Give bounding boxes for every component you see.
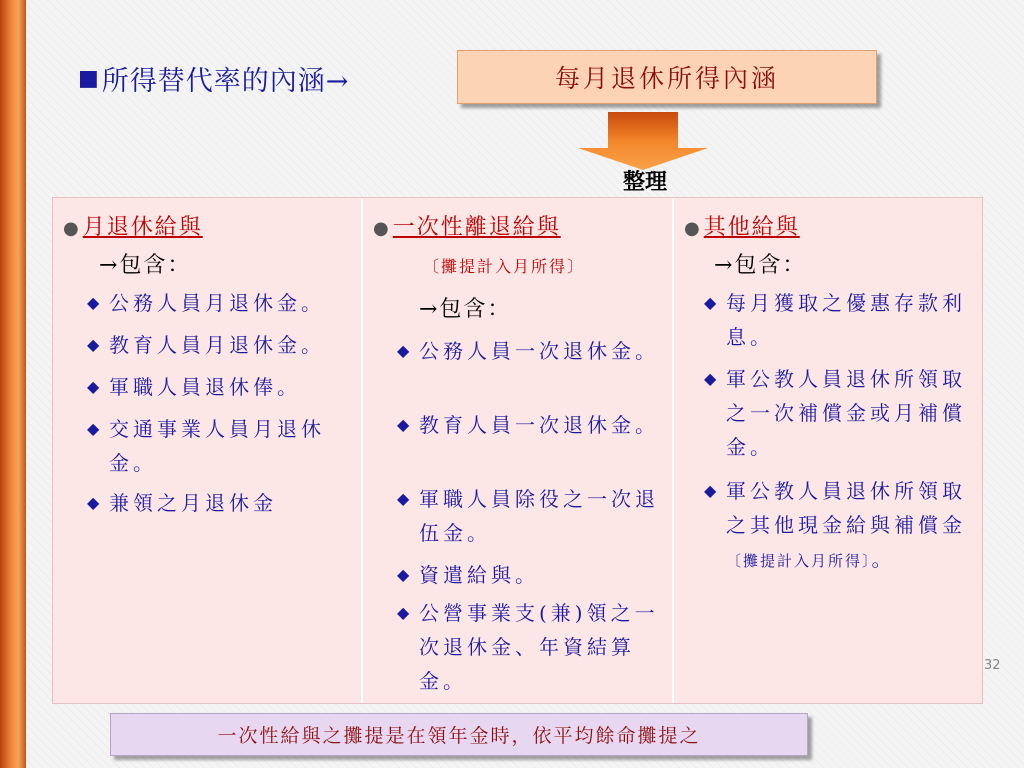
list-item — [87, 486, 359, 520]
list-item-text: 兼領之月退休金 — [109, 491, 277, 515]
list-item — [397, 558, 665, 592]
column-title-text: 月退休給與 — [82, 215, 203, 240]
list-item — [87, 328, 359, 362]
list-item-text: 教育人員月退休金。 — [109, 333, 325, 357]
heading-text: 所得替代率的內涵→ — [101, 65, 350, 97]
list-item-tail: 。 — [871, 547, 896, 571]
column-title — [373, 210, 561, 241]
list-item — [704, 362, 974, 464]
content-table — [53, 198, 982, 703]
list-item-text: 軍公教人員退休所領取之其他現金給與補償金 — [726, 479, 966, 537]
column-title-text: 其他給與 — [703, 215, 800, 240]
amortize-inline-note: 〔攤提計入月所得〕 — [726, 552, 872, 570]
orange-side-bar — [0, 0, 26, 768]
diamond-bullet-icon: ◆ — [704, 369, 717, 388]
list-item — [397, 408, 665, 442]
list-item — [87, 286, 359, 320]
column-title-text: 一次性離退給與 — [392, 215, 561, 240]
column-other-benefits — [674, 198, 982, 703]
diamond-bullet-icon: ◆ — [397, 415, 410, 434]
list-item — [397, 596, 665, 698]
list-item-text: 每月獲取之優惠存款利息。 — [726, 291, 966, 349]
list-item — [397, 482, 665, 550]
list-item-text: 交通事業人員月退休金。 — [109, 417, 325, 475]
list-item — [704, 286, 974, 354]
diamond-bullet-icon: ◆ — [87, 377, 100, 396]
dot-bullet-icon: ● — [373, 218, 391, 239]
column-title — [63, 210, 203, 241]
arrow-label: 整理 — [622, 170, 667, 195]
amortization-note-box: 一次性給與之攤提是在領年金時，依平均餘命攤提之 — [110, 713, 808, 756]
list-item-text: 公務人員一次退休金。 — [419, 339, 659, 363]
diamond-bullet-icon: ◆ — [87, 419, 100, 438]
square-bullet-icon: ■ — [78, 65, 100, 91]
includes-label: →包含： — [99, 253, 192, 278]
down-arrow-icon — [568, 112, 718, 172]
dot-bullet-icon: ● — [63, 218, 81, 239]
column-title — [684, 210, 800, 241]
column-lump-sum — [363, 198, 674, 703]
list-item — [87, 412, 359, 480]
includes-label: →包含： — [419, 297, 512, 322]
list-item-text: 資遣給與。 — [419, 563, 539, 587]
list-item-text: 公務人員月退休金。 — [109, 291, 325, 315]
list-item-text: 軍公教人員退休所領取之一次補償金或月補償金。 — [726, 367, 966, 459]
page-number: 32 — [984, 658, 1001, 673]
monthly-income-box: 每月退休所得內涵 — [457, 50, 877, 104]
diamond-bullet-icon: ◆ — [87, 335, 100, 354]
diamond-bullet-icon: ◆ — [704, 481, 717, 500]
diamond-bullet-icon: ◆ — [704, 293, 717, 312]
includes-label: →包含： — [714, 253, 807, 278]
list-item-text: 教育人員一次退休金。 — [419, 413, 659, 437]
amortize-note: 〔攤提計入月所得〕 — [423, 257, 586, 276]
list-item-text: 軍職人員除役之一次退伍金。 — [419, 487, 659, 545]
list-item — [87, 370, 359, 404]
dot-bullet-icon: ● — [684, 218, 702, 239]
list-item-text: 軍職人員退休俸。 — [109, 375, 301, 399]
diamond-bullet-icon: ◆ — [397, 341, 410, 360]
diamond-bullet-icon: ◆ — [397, 603, 410, 622]
column-monthly-pension — [53, 198, 363, 703]
diamond-bullet-icon: ◆ — [397, 565, 410, 584]
slide-heading — [78, 58, 349, 98]
diamond-bullet-icon: ◆ — [87, 493, 100, 512]
list-item — [704, 474, 974, 578]
diamond-bullet-icon: ◆ — [397, 489, 410, 508]
diamond-bullet-icon: ◆ — [87, 293, 100, 312]
list-item — [397, 334, 665, 368]
list-item-text: 公營事業支(兼)領之一次退休金、年資結算金。 — [419, 601, 659, 693]
